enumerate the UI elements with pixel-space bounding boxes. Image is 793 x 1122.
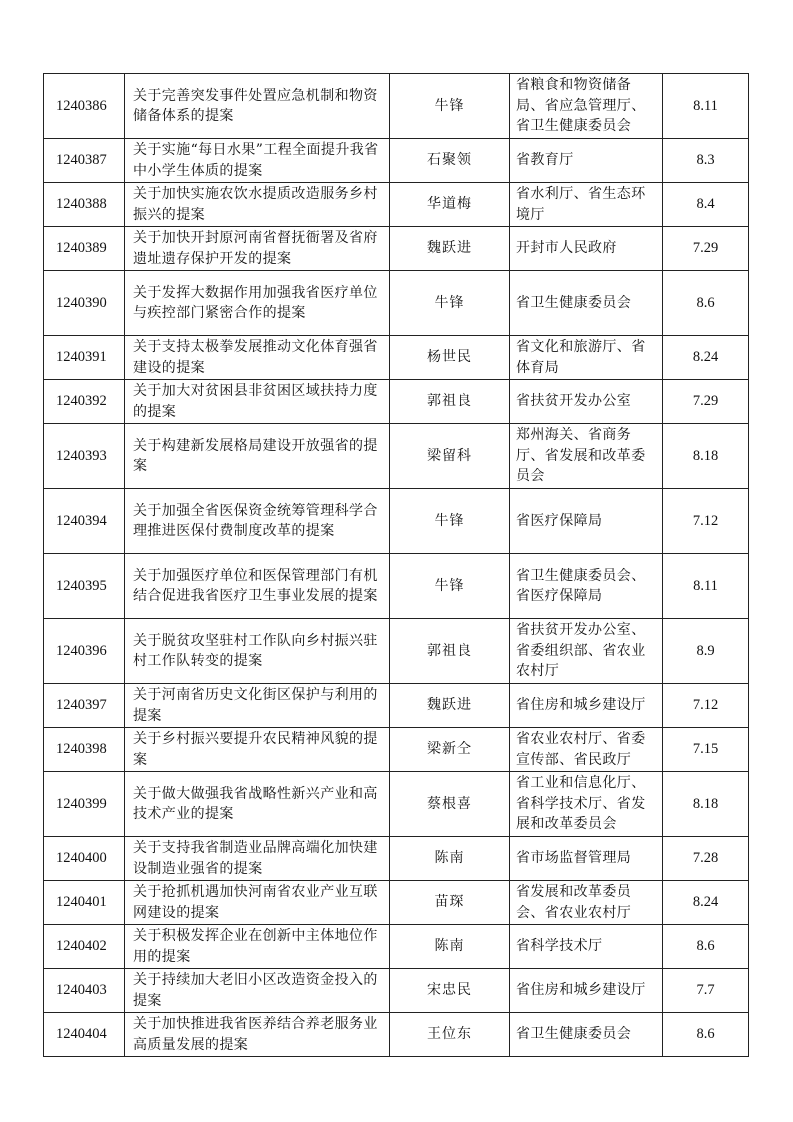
handling-unit: 省市场监督管理局 — [510, 837, 663, 881]
proposer-name: 苗琛 — [390, 881, 510, 925]
submission-date: 8.11 — [663, 74, 749, 139]
proposal-id: 1240394 — [44, 489, 125, 554]
table-row — [44, 1013, 749, 1057]
handling-unit: 省粮食和物资储备局、省应急管理厅、省卫生健康委员会 — [510, 74, 663, 139]
table-row — [44, 837, 749, 881]
table-row — [44, 380, 749, 424]
table-row — [44, 619, 749, 684]
handling-unit: 省扶贫开发办公室 — [510, 380, 663, 424]
submission-date: 8.11 — [663, 554, 749, 619]
proposal-id: 1240391 — [44, 336, 125, 380]
submission-date: 8.18 — [663, 424, 749, 489]
proposal-table — [43, 73, 749, 1057]
submission-date: 8.24 — [663, 336, 749, 380]
proposal-title: 关于发挥大数据作用加强我省医疗单位与疾控部门紧密合作的提案 — [125, 271, 390, 336]
proposal-id: 1240387 — [44, 139, 125, 183]
submission-date: 7.7 — [663, 969, 749, 1013]
submission-date: 8.6 — [663, 925, 749, 969]
proposer-name: 王位东 — [390, 1013, 510, 1057]
proposer-name: 蔡根喜 — [390, 772, 510, 837]
submission-date: 8.3 — [663, 139, 749, 183]
proposer-name: 牛锋 — [390, 271, 510, 336]
proposal-title: 关于抢抓机遇加快河南省农业产业互联网建设的提案 — [125, 881, 390, 925]
submission-date: 8.6 — [663, 1013, 749, 1057]
proposal-id: 1240397 — [44, 684, 125, 728]
handling-unit: 省科学技术厅 — [510, 925, 663, 969]
handling-unit: 省文化和旅游厅、省体育局 — [510, 336, 663, 380]
handling-unit: 省卫生健康委员会、省医疗保障局 — [510, 554, 663, 619]
table-body — [44, 74, 749, 1057]
submission-date: 7.29 — [663, 227, 749, 271]
submission-date: 8.6 — [663, 271, 749, 336]
proposer-name: 郭祖良 — [390, 619, 510, 684]
table-row — [44, 969, 749, 1013]
proposer-name: 石聚领 — [390, 139, 510, 183]
handling-unit: 开封市人民政府 — [510, 227, 663, 271]
proposal-id: 1240389 — [44, 227, 125, 271]
table-row — [44, 271, 749, 336]
handling-unit: 省发展和改革委员会、省农业农村厅 — [510, 881, 663, 925]
table-row — [44, 728, 749, 772]
proposal-id: 1240400 — [44, 837, 125, 881]
table-row — [44, 336, 749, 380]
proposal-id: 1240386 — [44, 74, 125, 139]
proposal-title: 关于积极发挥企业在创新中主体地位作用的提案 — [125, 925, 390, 969]
proposer-name: 陈南 — [390, 837, 510, 881]
proposal-title: 关于加快推进我省医养结合养老服务业高质量发展的提案 — [125, 1013, 390, 1057]
proposal-title: 关于完善突发事件处置应急机制和物资储备体系的提案 — [125, 74, 390, 139]
submission-date: 7.12 — [663, 684, 749, 728]
proposal-title: 关于加快开封原河南省督抚衙署及省府遗址遗存保护开发的提案 — [125, 227, 390, 271]
table-row — [44, 684, 749, 728]
proposer-name: 牛锋 — [390, 554, 510, 619]
proposal-title: 关于支持我省制造业品牌高端化加快建设制造业强省的提案 — [125, 837, 390, 881]
proposer-name: 郭祖良 — [390, 380, 510, 424]
submission-date: 7.29 — [663, 380, 749, 424]
submission-date: 8.18 — [663, 772, 749, 837]
table-row — [44, 227, 749, 271]
submission-date: 8.4 — [663, 183, 749, 227]
proposal-id: 1240392 — [44, 380, 125, 424]
submission-date: 8.9 — [663, 619, 749, 684]
table-row — [44, 554, 749, 619]
proposal-id: 1240404 — [44, 1013, 125, 1057]
handling-unit: 省扶贫开发办公室、省委组织部、省农业农村厅 — [510, 619, 663, 684]
proposer-name: 牛锋 — [390, 489, 510, 554]
proposal-title: 关于做大做强我省战略性新兴产业和高技术产业的提案 — [125, 772, 390, 837]
handling-unit: 省水利厅、省生态环境厅 — [510, 183, 663, 227]
handling-unit: 省卫生健康委员会 — [510, 1013, 663, 1057]
handling-unit: 省农业农村厅、省委宣传部、省民政厅 — [510, 728, 663, 772]
proposer-name: 魏跃进 — [390, 684, 510, 728]
proposal-title: 关于河南省历史文化街区保护与利用的提案 — [125, 684, 390, 728]
proposer-name: 魏跃进 — [390, 227, 510, 271]
proposer-name: 牛锋 — [390, 74, 510, 139]
proposal-id: 1240390 — [44, 271, 125, 336]
table-row — [44, 183, 749, 227]
table-row — [44, 772, 749, 837]
proposer-name: 梁留科 — [390, 424, 510, 489]
proposer-name: 陈南 — [390, 925, 510, 969]
proposal-title: 关于加强全省医保资金统筹管理科学合理推进医保付费制度改革的提案 — [125, 489, 390, 554]
proposal-title: 关于构建新发展格局建设开放强省的提案 — [125, 424, 390, 489]
table-row — [44, 424, 749, 489]
proposal-id: 1240399 — [44, 772, 125, 837]
handling-unit: 省教育厅 — [510, 139, 663, 183]
proposal-title: 关于乡村振兴要提升农民精神风貌的提案 — [125, 728, 390, 772]
proposer-name: 杨世民 — [390, 336, 510, 380]
handling-unit: 省住房和城乡建设厅 — [510, 684, 663, 728]
table-row — [44, 489, 749, 554]
proposer-name: 宋忠民 — [390, 969, 510, 1013]
proposal-title: 关于加快实施农饮水提质改造服务乡村振兴的提案 — [125, 183, 390, 227]
proposal-id: 1240401 — [44, 881, 125, 925]
handling-unit: 郑州海关、省商务厅、省发展和改革委员会 — [510, 424, 663, 489]
proposer-name: 梁新仝 — [390, 728, 510, 772]
proposal-title: 关于持续加大老旧小区改造资金投入的提案 — [125, 969, 390, 1013]
proposal-title: 关于加强医疗单位和医保管理部门有机结合促进我省医疗卫生事业发展的提案 — [125, 554, 390, 619]
proposal-id: 1240402 — [44, 925, 125, 969]
proposal-title: 关于支持太极拳发展推动文化体育强省建设的提案 — [125, 336, 390, 380]
submission-date: 7.28 — [663, 837, 749, 881]
proposal-id: 1240398 — [44, 728, 125, 772]
submission-date: 8.24 — [663, 881, 749, 925]
submission-date: 7.12 — [663, 489, 749, 554]
handling-unit: 省住房和城乡建设厅 — [510, 969, 663, 1013]
table-row — [44, 925, 749, 969]
handling-unit: 省工业和信息化厅、省科学技术厅、省发展和改革委员会 — [510, 772, 663, 837]
table-row — [44, 881, 749, 925]
table-row — [44, 139, 749, 183]
proposal-id: 1240396 — [44, 619, 125, 684]
submission-date: 7.15 — [663, 728, 749, 772]
proposal-title: 关于脱贫攻坚驻村工作队向乡村振兴驻村工作队转变的提案 — [125, 619, 390, 684]
proposal-id: 1240388 — [44, 183, 125, 227]
proposal-id: 1240403 — [44, 969, 125, 1013]
proposal-title: 关于实施“每日水果”工程全面提升我省中小学生体质的提案 — [125, 139, 390, 183]
handling-unit: 省医疗保障局 — [510, 489, 663, 554]
proposer-name: 华道梅 — [390, 183, 510, 227]
table-row — [44, 74, 749, 139]
handling-unit: 省卫生健康委员会 — [510, 271, 663, 336]
proposal-id: 1240393 — [44, 424, 125, 489]
proposal-title: 关于加大对贫困县非贫困区域扶持力度的提案 — [125, 380, 390, 424]
proposal-id: 1240395 — [44, 554, 125, 619]
